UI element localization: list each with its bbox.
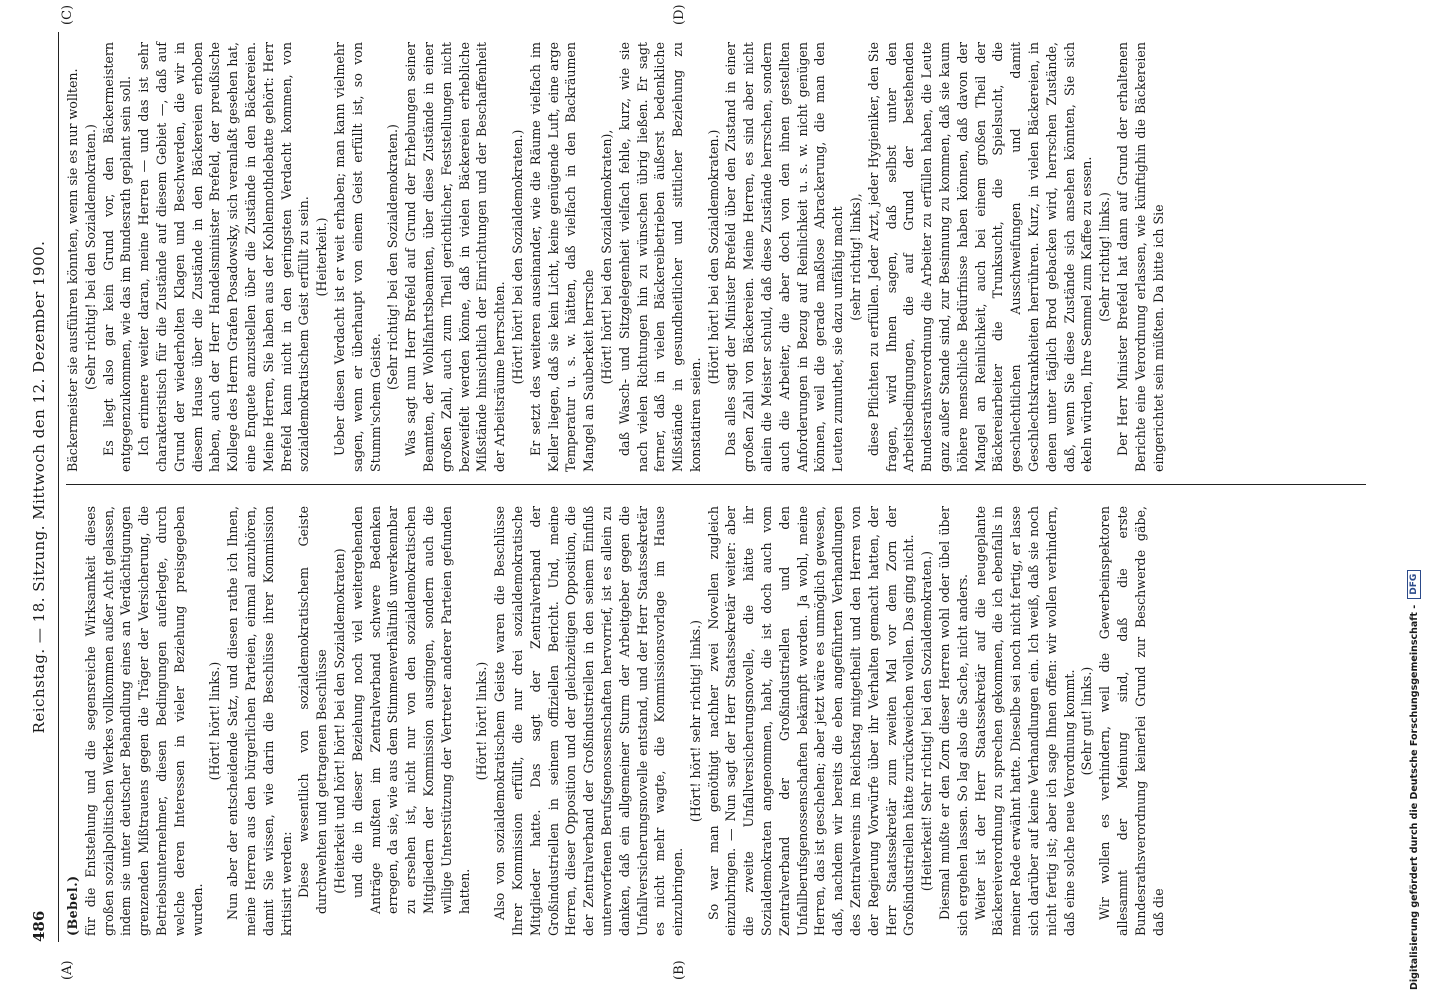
- paragraph: für die Entstehung und die segensreiche Wirksamkeit dieses großen sozialpolitischen Werkes vollkommen außer Acht gelassen, indem sie unter deutscher Behandlung eines an Verdächtigungen grenzenden Mißtrauens gegen die Träger der Versicherung, die Betriebsunternehmer, diesen Bedingungen auferlegte, durch welche deren Interessen in vieler Beziehung preisgegeben wurden.: [82, 506, 205, 936]
- paragraph: Wir wollen es verhindern, weil die Gewerbeinspektoren allesammt der Meinung sind, daß die erste Bundesrathsverordnung keinerlei Grund zur Beschwerde gäbe, daß die: [1097, 506, 1166, 936]
- credit-text: Digitalisierung gefördert durch die Deutsche Forschungsgemeinschaft -: [1408, 604, 1420, 990]
- interjection: (Hört! hört! bei den Sozialdemokraten.): [705, 129, 721, 385]
- paragraph: Weiter ist der Herr Staatssekretär auf die neugeplante Bäckereiverordnung zu sprechen gekommen, die ich ebenfalls in meiner Rede erwähnt hatte. Dieselbe sei noch nicht fertig, er lasse sich darüber auf keine Verhandlungen ein. Ich weiß, daß sie noch nicht fertig ist; aber ich sage Ihnen offen: wir wollen verhindern, daß eine solche neue Verordnung kommt.: [972, 506, 1077, 936]
- header-rule: [58, 32, 59, 942]
- interjection: (Heiterkeit und hört! hört! bei den Sozialdemokraten): [331, 548, 347, 894]
- margin-marker-c: (C): [60, 4, 75, 25]
- margin-marker-a: (A): [60, 960, 75, 980]
- interjection: (Sehr richtig! links.): [1097, 192, 1113, 322]
- paragraph: Das alles sagt der Minister Brefeld über den Zustand in einer großen Zahl von Bäckereien. Meine Herren, es sind aber nicht allein die Meister schuld, daß diese Zustände herrschen, sondern auch die Arbeiter, die aber doch von den ihnen gestellten Anforderungen in Bezug auf Reinlichkeit u. s. w. nicht genügen können, weil die gerade maßlose Abrackerung, die man den Leuten zumuthet, sie dazu unfähig macht: [723, 42, 846, 472]
- dfg-logo: DFG: [1407, 570, 1421, 599]
- paragraph: So war man genöthigt nachher zwei Novellen zugleich einzubringen. — Nun sagt der Herr Staatssekretär weiter: aber die zweite Unfallversicherungsnovelle, die hätte ihr Sozialdemokraten angenommen, habt, die ist doch auch vom Zentralverband der Großindustriellen und den Unfallberufsgenossenschaften bekämpft worden. Ja wohl, meine Herren, das ist geschehen; aber jetzt wäre es unmöglich gewesen, daß, nachdem wir bereits die eben angeführten Verhandlungen des Zentralvereins im Reichstag mitgetheilt und den Herren von der Regierung Vorwürfe über ihr Verhalten gemacht hatten, der Herr Staatssekretär zum zweiten Mal vor dem Zorn der Großindustriellen hätte zurückweichen wollen. Das ging nicht.: [705, 506, 917, 936]
- interjection: (sehr richtig! links),: [848, 193, 864, 321]
- paragraph: Der Herr Minister Brefeld hat dann auf Grund der erhaltenen Berichte eine Verordnung erlassen, wie künftighin die Bäckereien eingerichtet sein müßten. Da bitte ich Sie: [1115, 42, 1166, 472]
- left-column: [64, 506, 1167, 936]
- paragraph: Was sagt nun Herr Brefeld auf Grund der Erhebungen seiner Beamten, der Wohlfahrtsbeamten, über diese Zustände in einer großen Zahl, auch zum Theil gerichtlicher, Feststellungen nicht bezweifelt werden könne, daß in vielen Bäckereien erhebliche Mißstände hinsichtlich der Einrichtungen und der Beschaffenheit der Arbeitsräume herrschten.: [403, 42, 508, 472]
- paragraph: Er setzt des weiteren auseinander, wie die Räume vielfach im Keller liegen, daß sie kein Licht, keine genügende Luft, eine arge Temperatur u. s. w. hätten, daß vielfach in den Backräumen Mangel an Sauberkeit herrsche: [527, 42, 597, 472]
- margin-marker-b: (B): [672, 960, 687, 980]
- interjection: (Sehr gut! links.): [1079, 666, 1095, 776]
- interjection: (Sehr richtig! bei den Sozialdemokraten.): [82, 124, 98, 390]
- digitization-credit: [1405, 170, 1423, 990]
- margin-marker-d: (D): [672, 4, 687, 25]
- column-divider: [66, 484, 1366, 485]
- paragraph: Ueber diesen Verdacht ist er weit erhaben; man kann vielmehr sagen, wenn er überhaupt von einem Geist erfüllt ist, so von Stumm'schem Geiste.: [331, 42, 383, 472]
- page-number: 486: [30, 910, 48, 942]
- right-column: [64, 42, 1167, 472]
- interjection: (Hört! hört! sehr richtig! links.): [687, 619, 703, 823]
- paragraph: Bäckermeister sie ausführen könnten, wenn sie es nur wollten.: [65, 68, 80, 472]
- paragraph: Also von sozialdemokratischem Geiste waren die Beschlüsse Ihrer Kommission erfüllt, die nur drei sozialdemokratische Mitglieder hatte. Das sagt der Zentralverband der Großindustriellen in seinem offiziellen Bericht. Und, meine Herren, dieser Opposition und der gleichzeitigen Opposition, die der Zentralverband der Großindustriellen in den seinem Einfluß unterworfenen Berufsgenossenschaften hervorrief, ist es allein zu danken, daß ein allgemeiner Sturm der Arbeitgeber gegen die Unfallversicherungsnovelle entstand, und der Herr Staatssekretär es nicht mehr wagte, die Kommissionsvorlage im Hause einzubringen.: [492, 506, 686, 936]
- paragraph: Ich erinnere weiter daran, meine Herren — und das ist sehr charakteristisch für die Zustände auf diesem Gebiet —, daß auf Grund der wiederholten Klagen und Beschwerden, die wir in diesem Hause über die Zustände in den Bäckereien erhoben haben, auch der Herr Handelsminister Brefeld, der preußische Kollege des Herrn Grafen Posadowsky, sich veranlaßt gesehen hat, eine Enquete anzustellen über die Zustände in den Bäckereien. Meine Herren, Sie haben aus der Kohlennothdebatte gehört: Herr Brefeld kann nicht in den geringsten Verdacht kommen, von sozialdemokratischem Geist erfüllt zu sein.: [136, 42, 312, 472]
- speaker-name: [64, 506, 82, 936]
- interjection: (Hört! hört! bei den Sozialdemokraten),: [598, 129, 614, 385]
- paragraph: daß Wasch- und Sitzgelegenheit vielfach fehle, kurz, wie sie nach vielen Richtungen hin zu wünschen übrig ließen. Er sagt ferner, daß in vielen Bäckereibetrieben äußerst bedenkliche Mißstände in gesundheitlicher und sittlicher Beziehung zu konstatiren seien.: [616, 42, 703, 472]
- paragraph: diese Pflichten zu erfüllen. Jeder Arzt, jeder Hygieniker, den Sie fragen, wird Ihnen sagen, daß selbst unter den Arbeitsbedingungen, die auf Grund der bestehenden Bundesrathsverordnung die Arbeiter zu erfüllen haben, die Leute ganz außer Stande sind, zur Besinnung zu kommen, daß sie kaum höhere menschliche Bedürfnisse haben können, daß davon der Mangel an Reinlichkeit, auch bei einem großen Theil der Bäckereiarbeiter die Trunksucht, die Spielsucht, die geschlechtlichen Ausschweifungen und damit Geschlechtskrankheiten herrühren. Kurz, in vielen Bäckereien, in denen unter täglich Brod gebacken wird, herrschen Zustände, daß, wenn Sie diese Zustände sich ansehen könnten, Sie sich ekeln würden, Ihre Semmel zum Kaffee zu essen.: [865, 42, 1095, 472]
- running-title: Reichstag. — 18. Sitzung. Mittwoch den 12. Dezember 1900.: [30, 240, 48, 734]
- paragraph: Nun aber der entscheidende Satz, und diesen rathe ich Ihnen, meine Herren aus den bürgerlichen Parteien, einmal anzuhören, damit Sie wissen, wie darin die Beschlüsse ihrer Kommission kritisirt werden:: [225, 506, 294, 936]
- interjection: (Heiterkeit.): [314, 217, 330, 297]
- page-header: [30, 32, 52, 942]
- quoted-passage: Diese wesentlich von sozialdemokratischem Geiste durchwehten und getragenen Beschlüsse: [296, 506, 330, 914]
- interjection: (Hört! hört! bei den Sozialdemokraten.): [509, 129, 525, 385]
- paragraph: Diesmal mußte er den Zorn dieser Herren wohl oder übel über sich ergehen lassen. So lag also die Sache, nicht anders.: [937, 506, 970, 936]
- interjection: (Hört! hört! links.): [207, 661, 223, 781]
- speaker-label: (Bebel.): [65, 875, 80, 936]
- interjection: (Heiterkeit! Sehr richtig! bei den Sozialdemokraten.): [919, 550, 935, 892]
- interjection: (Hört! hört! links.): [474, 661, 490, 781]
- paragraph: Es liegt also gar kein Grund vor, den Bäckermeistern entgegenzukommen, wie das im Bundesrath geplant sein soll.: [100, 42, 134, 472]
- interjection: (Sehr richtig! bei den Sozialdemokraten.): [385, 124, 401, 390]
- quoted-passage: und die in dieser Beziehung noch viel weitergehenden Anträge mußten im Zentralverband schwere Bedenken erregen, da sie, wie aus dem Stimmenverhältniß unverkennbar zu ersehen ist, nicht nur von den sozialdemokratischen Mitgliedern der Kommission ausgingen, sondern auch die willige Unterstützung der Vertreter anderer Parteien gefunden hatten.: [349, 506, 472, 914]
